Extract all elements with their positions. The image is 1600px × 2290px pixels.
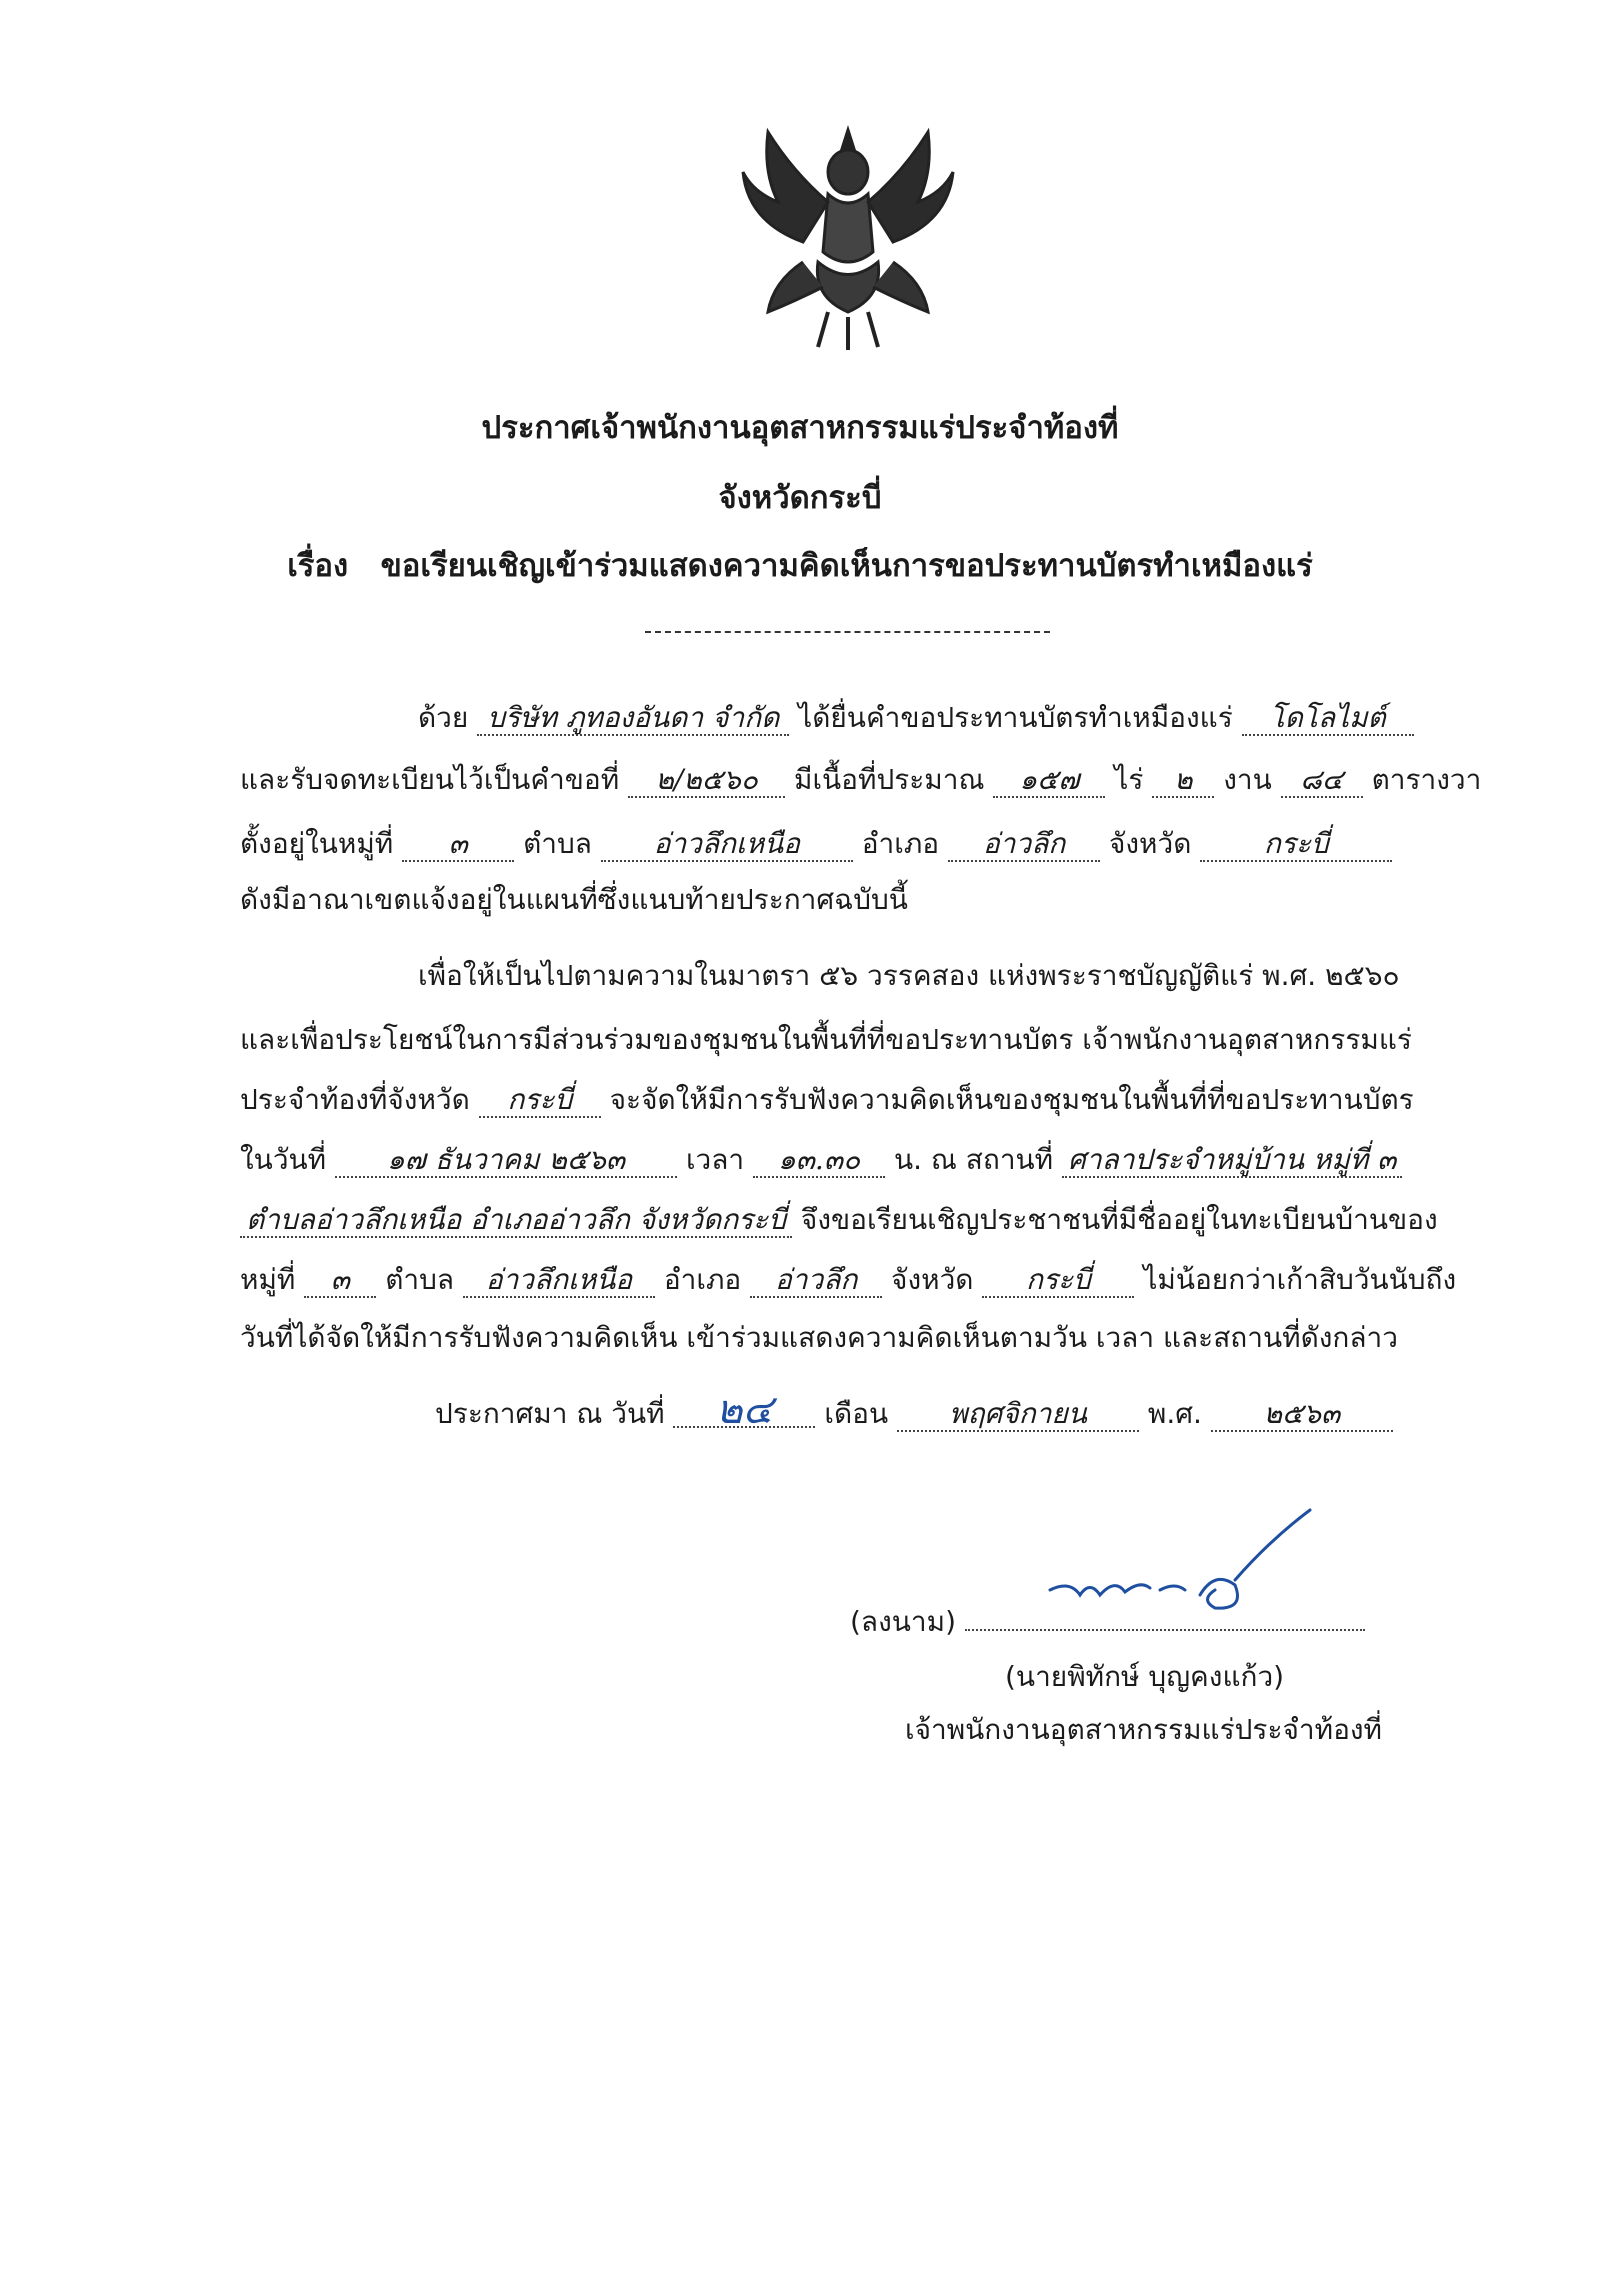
province2-field: กระบี่ bbox=[982, 1264, 1134, 1298]
announce-date-line bbox=[435, 1387, 1393, 1433]
para2-line7: วันที่ได้จัดให้มีการรับฟังความคิดเห็น เข้าร่วมแสดงความคิดเห็นตามวัน เวลา และสถานที่ดังกล่าว bbox=[240, 1321, 1398, 1354]
para2-line1: เพื่อให้เป็นไปตามความในมาตรา ๕๖ วรรคสอง แห่งพระราชบัญญัติแร่ พ.ศ. ๒๕๖๐ bbox=[418, 959, 1400, 992]
text: อำเภอ bbox=[663, 1263, 742, 1296]
text: ประกาศมา ณ วันที่ bbox=[435, 1397, 665, 1430]
hearing-time-field: ๑๓.๓๐ bbox=[753, 1144, 885, 1178]
hearing-date-field: ๑๗ ธันวาคม ๒๕๖๓ bbox=[335, 1144, 677, 1178]
area-rai-field: ๑๕๗ bbox=[993, 764, 1105, 798]
sign-line bbox=[850, 1600, 1365, 1644]
company-name-field: บริษัท ภูทองอันดา จำกัด bbox=[477, 702, 789, 736]
text: จังหวัด bbox=[891, 1263, 974, 1296]
announce-day-field: ๒๔ bbox=[673, 1394, 815, 1428]
text: อำเภอ bbox=[861, 827, 940, 860]
sign-label: (ลงนาม) bbox=[850, 1605, 956, 1638]
text: จะจัดให้มีการรับฟังความคิดเห็นของชุมชนในพื้นที่ที่ขอประทานบัตร bbox=[609, 1083, 1414, 1116]
para2-line4 bbox=[240, 1142, 1402, 1178]
subject-label: เรื่อง bbox=[287, 548, 349, 584]
para2-line5 bbox=[240, 1202, 1438, 1238]
text: ตำบล bbox=[523, 827, 592, 860]
area-ngan-field: ๒ bbox=[1152, 764, 1214, 798]
text: งาน bbox=[1223, 763, 1272, 796]
text: ได้ยื่นคำขอประทานบัตรทำเหมืองแร่ bbox=[798, 701, 1233, 734]
text: จึงขอเรียนเชิญประชาชนที่มีชื่ออยู่ในทะเบียนบ้านของ bbox=[800, 1203, 1438, 1236]
mineral-field: โดโลไมต์ bbox=[1242, 702, 1414, 736]
para2-line2: และเพื่อประโยชน์ในการมีส่วนร่วมของชุมชนในพื้นที่ที่ขอประทานบัตร เจ้าพนักงานอุตสาหกรรมแร่ bbox=[240, 1023, 1412, 1056]
text: ตำบล bbox=[385, 1263, 455, 1296]
text: ประจำท้องที่จังหวัด bbox=[240, 1083, 470, 1116]
garuda-emblem-icon bbox=[733, 112, 963, 352]
text: หมู่ที่ bbox=[240, 1263, 296, 1296]
tambon-field: อ่าวลึกเหนือ bbox=[601, 828, 853, 862]
announcement-province: จังหวัดกระบี่ bbox=[718, 480, 882, 516]
text: น. ณ สถานที่ bbox=[893, 1143, 1054, 1176]
text: พ.ศ. bbox=[1147, 1397, 1202, 1430]
para2-line6 bbox=[240, 1262, 1456, 1298]
announcement-subject bbox=[0, 540, 1600, 590]
hearing-place-field: ศาลาประจำหมู่บ้าน หมู่ที่ ๓ bbox=[1062, 1144, 1402, 1178]
para1-line3 bbox=[240, 826, 1392, 862]
signer-position: เจ้าพนักงานอุตสาหกรรมแร่ประจำท้องที่ bbox=[905, 1713, 1383, 1746]
para2-line3 bbox=[240, 1082, 1414, 1118]
text: ด้วย bbox=[418, 701, 469, 734]
province-field: กระบี่ bbox=[1200, 828, 1392, 862]
text: ไม่น้อยกว่าเก้าสิบวันนับถึง bbox=[1143, 1263, 1457, 1296]
announce-month-field: พฤศจิกายน bbox=[897, 1398, 1139, 1432]
moo-field: ๓ bbox=[402, 828, 514, 862]
text: และรับจดทะเบียนไว้เป็นคำขอที่ bbox=[240, 763, 620, 796]
signer-name: (นายพิทักษ์ บุญคงแก้ว) bbox=[1005, 1660, 1285, 1693]
title-divider bbox=[645, 631, 1050, 633]
para1-line2 bbox=[240, 762, 1481, 798]
text: เวลา bbox=[685, 1143, 745, 1176]
hearing-place2-field: ตำบลอ่าวลึกเหนือ อำเภออ่าวลึก จังหวัดกระบี่ bbox=[240, 1204, 792, 1238]
sign-dotted-line bbox=[965, 1629, 1365, 1631]
text: ไร่ bbox=[1114, 763, 1144, 796]
text: ในวันที่ bbox=[240, 1143, 327, 1176]
moo2-field: ๓ bbox=[304, 1264, 376, 1298]
announce-year-field: ๒๕๖๓ bbox=[1211, 1398, 1393, 1432]
text: มีเนื้อที่ประมาณ bbox=[794, 763, 985, 796]
text: ตารางวา bbox=[1371, 763, 1482, 796]
text: ตั้งอยู่ในหมู่ที่ bbox=[240, 827, 394, 860]
para1-line4: ดังมีอาณาเขตแจ้งอยู่ในแผนที่ซึ่งแนบท้ายประกาศฉบับนี้ bbox=[240, 883, 908, 916]
request-number-field: ๒/๒๕๖๐ bbox=[628, 764, 785, 798]
para1-line1 bbox=[418, 700, 1414, 736]
subject-text: ขอเรียนเชิญเข้าร่วมแสดงความคิดเห็นการขอประทานบัตรทำเหมืองแร่ bbox=[380, 548, 1313, 584]
text: เดือน bbox=[824, 1397, 889, 1430]
announcement-title: ประกาศเจ้าพนักงานอุตสาหกรรมแร่ประจำท้องที่ bbox=[481, 410, 1119, 446]
amphoe-field: อ่าวลึก bbox=[948, 828, 1100, 862]
amphoe2-field: อ่าวลึก bbox=[750, 1264, 882, 1298]
text: จังหวัด bbox=[1108, 827, 1192, 860]
hearing-province-field: กระบี่ bbox=[479, 1084, 601, 1118]
tambon2-field: อ่าวลึกเหนือ bbox=[463, 1264, 655, 1298]
area-wa-field: ๘๔ bbox=[1281, 764, 1363, 798]
